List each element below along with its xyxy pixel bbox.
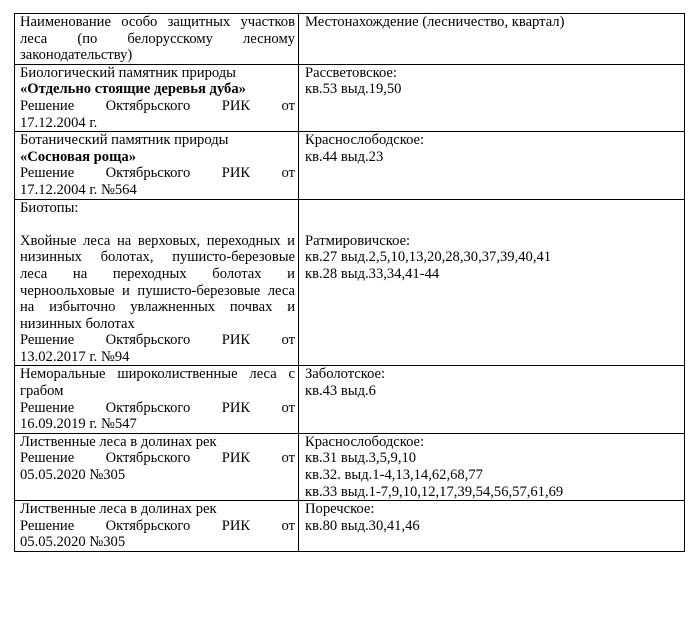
area-type: Ботанический памятник природы	[20, 132, 229, 149]
quarter-line: кв.80 выд.30,41,46	[305, 517, 420, 534]
decision-date: 16.09.2019 г. №547	[20, 416, 137, 433]
area-description: Лиственные леса в долинах рек	[20, 433, 217, 450]
table-row	[15, 366, 685, 433]
name-cell	[15, 64, 299, 131]
header-name-cell	[15, 14, 299, 65]
name-cell	[15, 366, 299, 433]
location-cell	[299, 132, 685, 199]
forestry-name: Краснослободское:	[305, 433, 425, 450]
table-header-row	[15, 14, 685, 65]
decision-text: Решение Октябрьского РИК от	[20, 450, 295, 467]
name-cell	[15, 132, 299, 199]
quarter-line: кв.31 выд.3,5,9,10	[305, 450, 417, 467]
forestry-name: Ратмировичское:	[305, 232, 411, 249]
table-row	[15, 64, 685, 131]
area-type: Биологический памятник природы	[20, 64, 236, 81]
table-row	[15, 199, 685, 366]
quarter-line: кв.32. выд.1-4,13,14,62,68,77	[305, 467, 483, 484]
area-type: Биотопы:	[20, 199, 79, 216]
protected-areas-table	[14, 13, 685, 552]
area-description: Хвойные леса на верховых, переходных и низинных болотах, пушисто-березовые леса на переходных болотах и черноольховые и пушисто-березовые леса на избыточно увлажненных почвах и низинных болотах	[20, 232, 295, 332]
quarter-line: кв.28 выд.33,34,41-44	[305, 265, 440, 282]
header-location-text: Местонахождение (лесничество, квартал)	[305, 14, 565, 30]
header-name-text: Наименование особо защитных участков леса (по белорусскому лесному законодательству)	[20, 14, 295, 64]
decision-date: 05.05.2020 №305	[20, 467, 126, 484]
location-cell	[299, 64, 685, 131]
area-description: Лиственные леса в долинах рек	[20, 501, 217, 518]
quarter-line: кв.44 выд.23	[305, 148, 384, 165]
decision-date: 17.12.2004 г.	[20, 114, 98, 131]
decision-text: Решение Октябрьского РИК от	[20, 332, 295, 349]
table-row	[15, 501, 685, 552]
location-cell	[299, 199, 685, 366]
decision-date: 17.12.2004 г. №564	[20, 181, 137, 198]
table-row	[15, 433, 685, 500]
quarter-line: кв.43 выд.6	[305, 383, 376, 400]
name-cell	[15, 501, 299, 552]
location-cell	[299, 433, 685, 500]
document-page	[14, 13, 684, 552]
forestry-name: Краснослободское:	[305, 132, 425, 149]
area-description: Неморальные широколиственные леса с грабом	[20, 366, 295, 400]
decision-text: Решение Октябрьского РИК от	[20, 399, 295, 416]
blank-line	[305, 200, 681, 217]
quarter-line: кв.27 выд.2,5,10,13,20,28,30,37,39,40,41	[305, 249, 552, 266]
forestry-name: Поречское:	[305, 501, 375, 518]
blank-line	[20, 484, 295, 501]
location-cell	[299, 501, 685, 552]
location-cell	[299, 366, 685, 433]
decision-text: Решение Октябрьского РИК от	[20, 97, 295, 114]
quarter-line: кв.33 выд.1-7,9,10,12,17,39,54,56,57,61,69	[305, 483, 564, 500]
name-cell	[15, 199, 299, 366]
name-cell	[15, 433, 299, 500]
area-name: «Отдельно стоящие деревья дуба»	[20, 81, 246, 98]
forestry-name: Заболотское:	[305, 366, 386, 383]
quarter-line: кв.53 выд.19,50	[305, 81, 402, 98]
forestry-name: Рассветовское:	[305, 64, 397, 81]
area-name: «Сосновая роща»	[20, 148, 137, 165]
header-location-cell	[299, 14, 685, 65]
decision-text: Решение Октябрьского РИК от	[20, 165, 295, 182]
decision-date: 13.02.2017 г. №94	[20, 348, 130, 365]
decision-date: 05.05.2020 №305	[20, 534, 126, 551]
decision-text: Решение Октябрьского РИК от	[20, 517, 295, 534]
blank-line	[305, 216, 681, 233]
blank-line	[20, 216, 295, 233]
table-row	[15, 132, 685, 199]
